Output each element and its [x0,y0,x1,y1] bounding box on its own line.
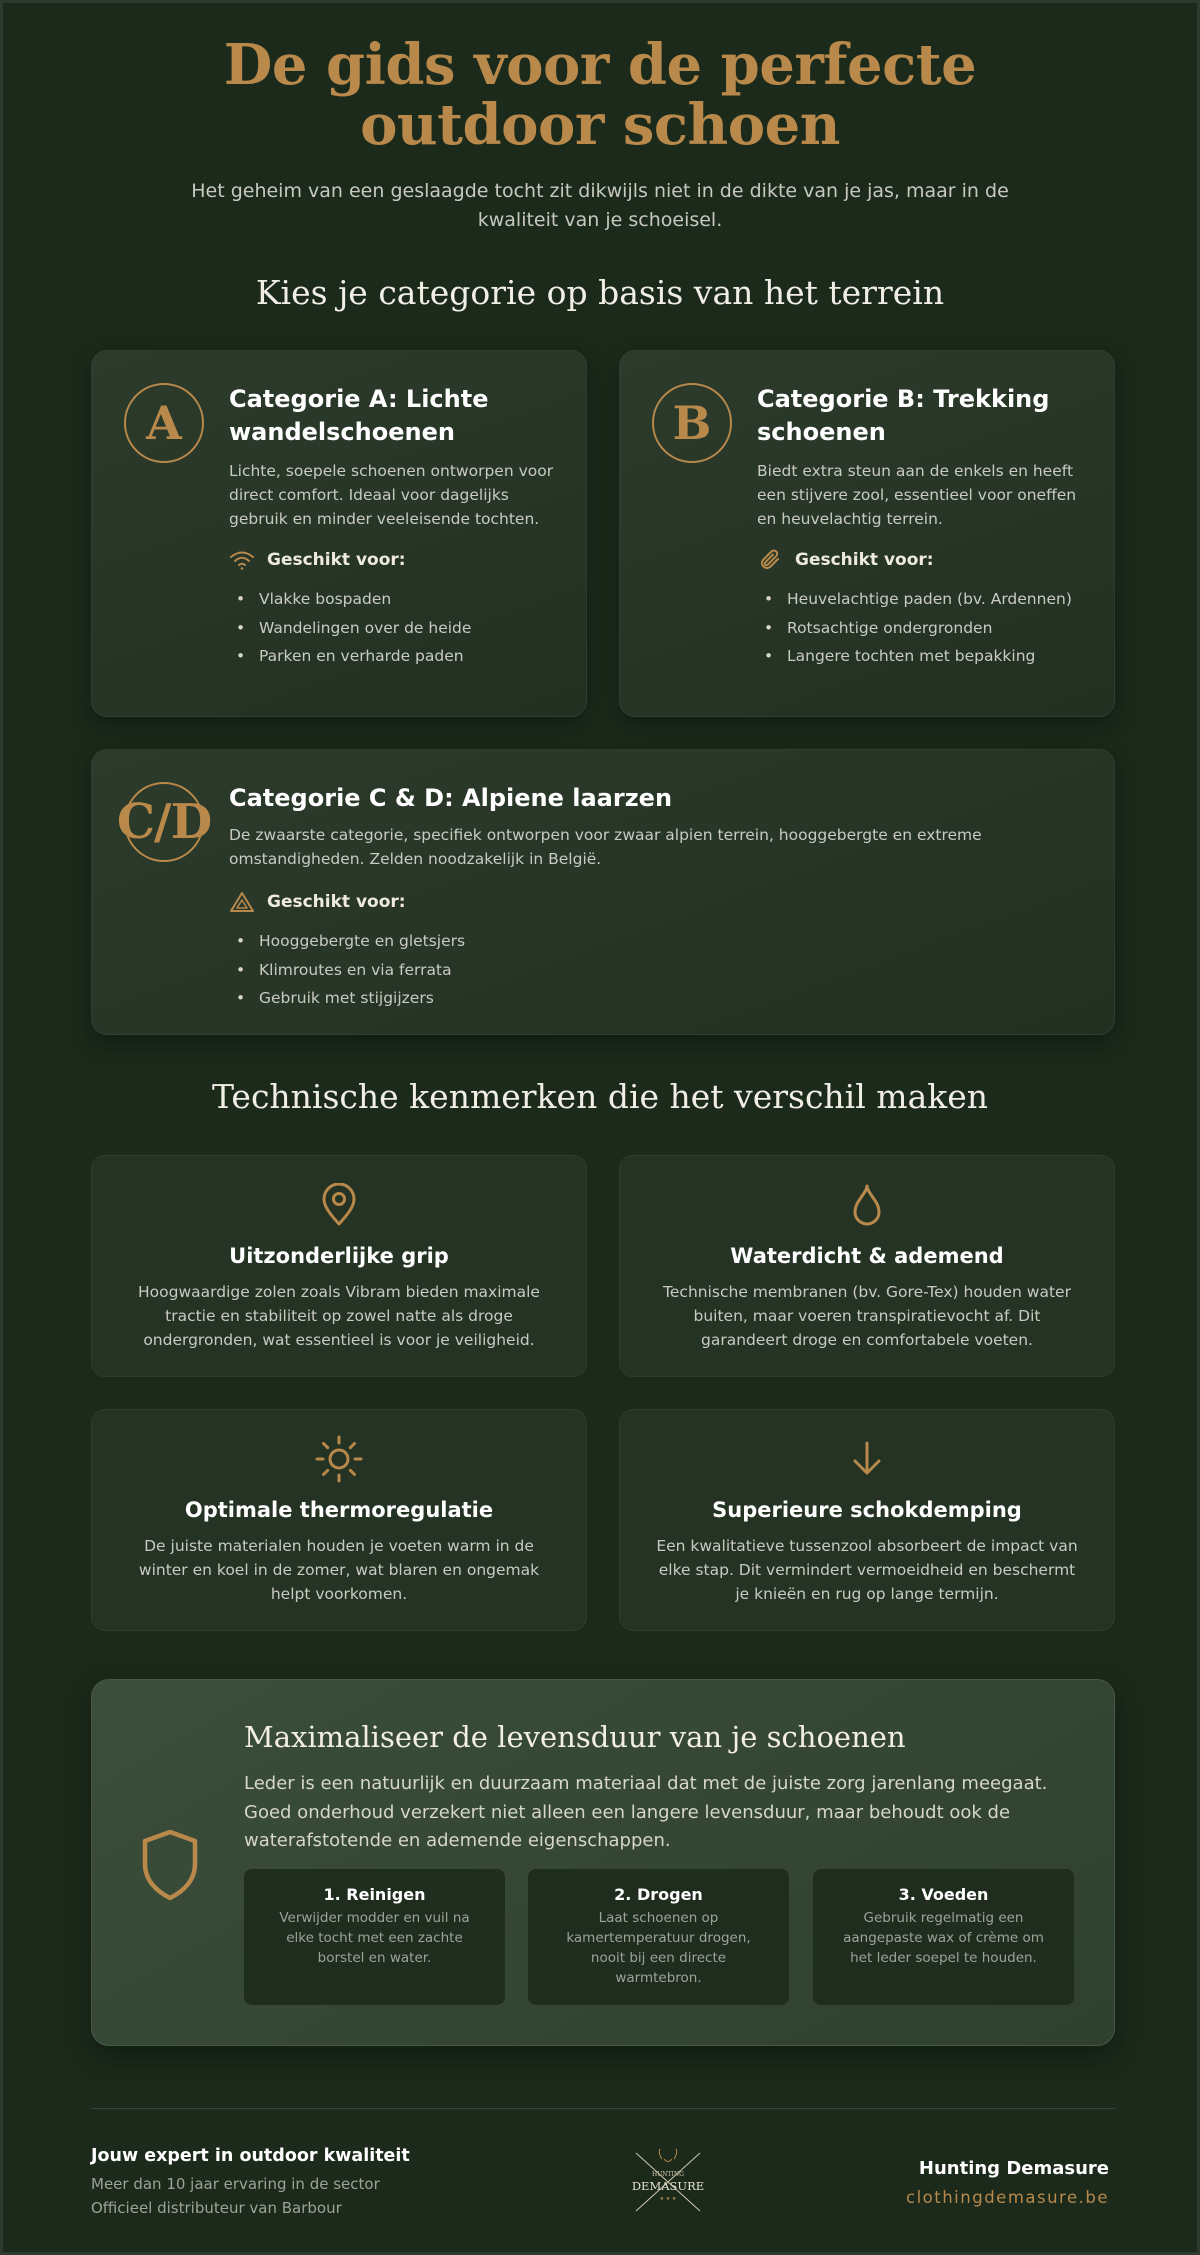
page-subtitle: Het geheim van een geslaagde tocht zit dikwijls niet in de dikte van je jas, maar in de kwaliteit van je schoeisel. [191,180,1009,231]
feature-card-grip [91,1155,587,1377]
feature-text: Technische membranen (bv. Gore-Tex) houden water buiten, maar voeren transpiratievocht af. Dit garandeert droge en comfortabele voeten. [663,1283,1071,1349]
hero [3,3,1197,235]
mountain-triangle-icon [229,889,255,915]
feature-card-shock [619,1409,1115,1631]
feature-title: Superieure schokdemping [712,1498,1022,1522]
feature-text: De juiste materialen houden je voeten warm in de winter en koel in de zomer, wat blaren en ongemak helpt voorkomen. [138,1537,540,1603]
water-drop-icon [656,1182,1078,1228]
step-title: 3. Voeden [898,1885,989,1904]
care-step-clean [244,1869,505,2005]
care-section [91,1679,1115,2046]
category-description: Lichte, soepele schoenen ontworpen voor direct comfort. Ideaal voor dagelijks gebruik en minder veeleisende tochten. [229,462,554,528]
page [3,3,1197,2252]
category-title: Categorie A: Lichte wandelschoenen [229,385,489,446]
footer-experience: Meer dan 10 jaar ervaring in de sector [91,2175,380,2193]
category-description: Biedt extra steun aan de enkels en heeft een stijvere zool, essentieel voor oneffen en heuvelachtig terrein. [757,462,1077,528]
list-item: • Parken en verharde paden [229,642,556,671]
care-step-feed [813,1869,1074,2005]
category-badge: A [124,383,204,463]
category-description: De zwaarste categorie, specifiek ontworpen voor zwaar alpien terrein, hooggebergte en extreme omstandigheden. Zelden noodzakelijk in België. [229,826,982,868]
category-title: Categorie C & D: Alpiene laarzen [229,784,673,812]
feature-card-waterproof [619,1155,1115,1377]
list-item: • Wandelingen over de heide [229,614,556,643]
list-item: • Klimroutes en via ferrata [229,956,1034,985]
arrow-down-icon [656,1436,1078,1482]
category-card-b [619,350,1115,717]
care-title: Maximaliseer de levensduur van je schoenen [244,1720,906,1754]
care-step-dry [528,1869,789,2005]
svg-text:★ ★ ★: ★ ★ ★ [659,2196,677,2202]
logo-top-text: HUNTING [652,2171,684,2178]
care-text: Leder is een natuurlijk en duurzaam materiaal dat met de juiste zorg jarenlang meegaat. Goed onderhoud verzekert niet alleen een langere levensduur, maar behoudt ook de waterafstotende en ademende eigenschappen. [244,1773,1048,1851]
feature-title: Uitzonderlijke grip [229,1244,449,1268]
features-title: Technische kenmerken die het verschil maken [211,1077,989,1116]
list-item: • Langere tochten met bepakking [757,642,1084,671]
category-badge: B [652,383,732,463]
paperclip-icon [757,547,783,573]
list-item: • Rotsachtige ondergronden [757,614,1084,643]
suitable-label: Geschikt voor: [267,550,406,570]
feature-text: Een kwalitatieve tussenzool absorbeert de impact van elke stap. Dit vermindert vermoeidheid en beschermt je knieën en rug op lange termijn. [656,1537,1078,1603]
website-link[interactable]: clothingdemasure.be [906,2188,1109,2207]
suitable-label: Geschikt voor: [267,892,406,912]
footer-heading: Jouw expert in outdoor kwaliteit [91,2146,410,2166]
footer-info [91,2146,410,2220]
page-title: De gids voor de perfecte outdoor schoen [223,32,977,158]
sun-icon [128,1436,550,1482]
feature-title: Optimale thermoregulatie [184,1498,494,1522]
wifi-icon [229,547,255,573]
list-item: • Gebruik met stijgijzers [229,984,1034,1013]
logo-main-text: DEMASURE [631,2179,705,2193]
brand-name: Hunting Demasure [918,2158,1109,2179]
suitable-list [229,585,556,671]
step-title: 2. Drogen [614,1885,703,1904]
feature-title: Waterdicht & ademend [730,1244,1004,1268]
list-item: • Hooggebergte en gletsjers [229,927,1034,956]
category-title: Categorie B: Trekking schoenen [757,385,1050,446]
step-text: Gebruik regelmatig een aangepaste wax of crème om het leder soepel te houden. [843,1910,1044,1966]
category-card-a [91,350,587,717]
shield-icon [140,1828,200,1906]
step-title: 1. Reinigen [323,1885,426,1904]
footer-brand [906,2158,1109,2207]
list-item: • Heuvelachtige paden (bv. Ardennen) [757,585,1084,614]
suitable-list [229,927,1034,1013]
category-badge: C/D [124,782,204,862]
feature-text: Hoogwaardige zolen zoals Vibram bieden maximale tractie en stabiliteit op zowel natte als droge ondergronden, wat essentieel is voor je veiligheid. [138,1283,540,1349]
suitable-label: Geschikt voor: [795,550,934,570]
feature-card-thermo [91,1409,587,1631]
brand-logo [628,2145,708,2217]
location-pin-icon [128,1182,550,1228]
step-text: Laat schoenen op kamertemperatuur drogen, nooit bij een directe warmtebron. [566,1910,751,1986]
categories-title: Kies je categorie op basis van het terrein [255,273,945,312]
footer-divider [91,2108,1115,2109]
category-card-cd [91,749,1115,1035]
footer-distributor: Officieel distributeur van Barbour [91,2199,342,2217]
step-text: Verwijder modder en vuil na elke tocht met een zachte borstel en water. [279,1910,470,1966]
list-item: • Vlakke bospaden [229,585,556,614]
suitable-list [757,585,1084,671]
